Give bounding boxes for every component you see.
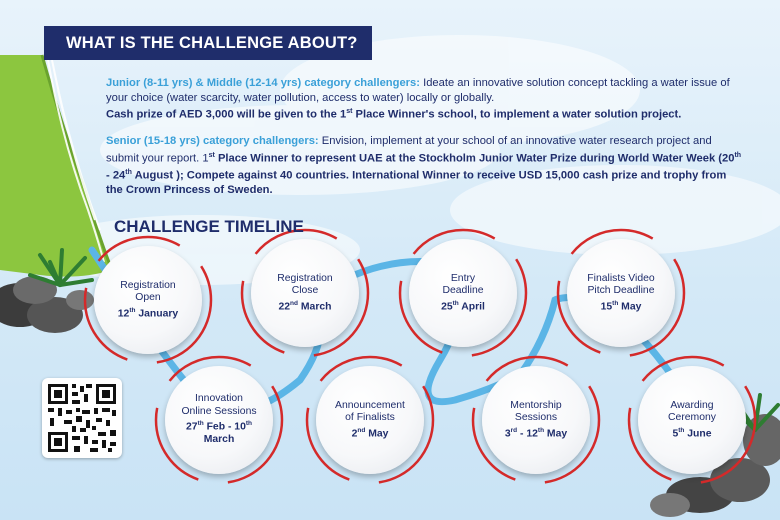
junior-heading: Junior (8-11 yrs) & Middle (12-14 yrs) category challengers:: [106, 77, 420, 89]
date-sup: nd: [357, 426, 366, 434]
date-sup: th: [129, 306, 136, 314]
milestone-label: Ceremony: [668, 412, 716, 424]
milestone-label: Announcement: [335, 399, 405, 411]
milestone-date: [505, 425, 567, 441]
milestone-label: Close: [291, 285, 319, 297]
milestone-label: of Finalists: [345, 412, 395, 424]
junior-paragraph: [106, 76, 746, 105]
date-day: 27: [186, 421, 198, 433]
senior-paragraph: [106, 134, 746, 198]
senior-description: [106, 134, 746, 198]
senior-sup2: th: [734, 151, 742, 159]
junior-prize-a: Cash prize of AED 3,000 will be given to the 1: [106, 108, 347, 121]
qr-code-icon[interactable]: [42, 378, 122, 458]
timeline-title: CHALLENGE TIMELINE: [114, 217, 304, 236]
date-month: March: [203, 434, 235, 446]
junior-text: Ideate an innovative solution concept tackling a water issue of your choice (water scarcity, water pollution, access to water) locally or globally.: [106, 77, 730, 104]
milestone-entry-deadline: [409, 239, 517, 347]
date-day: 3: [504, 427, 511, 439]
date-sup: th: [245, 420, 252, 428]
milestone-date: [186, 418, 252, 434]
milestone-innovation-sessions: [165, 366, 273, 474]
milestone-date: [278, 298, 331, 314]
milestone-label: Deadline: [442, 285, 484, 297]
junior-description: [106, 76, 746, 123]
milestone-label: Registration: [120, 279, 176, 291]
date-day: 25: [441, 300, 453, 312]
milestone-date: [352, 425, 389, 441]
date-day: 2: [351, 427, 358, 439]
milestone-label: Pitch Deadline: [587, 285, 655, 297]
milestone-label: Sessions: [514, 412, 558, 424]
milestone-date: [441, 298, 485, 314]
senior-text-b: Place Winner to represent UAE at the Stockholm Junior Water Prize during World Water Week (20: [214, 152, 735, 165]
milestone-announcement-finalists: [316, 366, 424, 474]
date-range: Feb - 10: [203, 421, 246, 433]
milestone-label: Online Sessions: [181, 405, 257, 417]
date-sup: th: [678, 426, 685, 434]
milestone-awarding-ceremony: [638, 366, 746, 474]
date-month: April: [458, 300, 485, 312]
date-range: - 12: [517, 427, 538, 439]
milestone-label: Finalists Video: [587, 272, 655, 284]
milestone-registration-open: [94, 246, 202, 354]
milestone-date: [118, 305, 178, 321]
date-day: 5: [672, 427, 679, 439]
milestone-label: Entry: [450, 272, 476, 284]
milestone-label: Innovation: [195, 393, 243, 405]
milestone-date: [672, 425, 711, 441]
senior-heading: Senior (15-18 yrs) category challengers:: [106, 135, 319, 147]
qr-code-graphic: [42, 378, 122, 458]
milestone-video-pitch-deadline: [567, 239, 675, 347]
date-day: 22: [278, 300, 291, 312]
milestone-label: Mentorship: [510, 399, 562, 411]
date-sup: th: [612, 299, 619, 307]
date-sup: th: [537, 426, 545, 434]
milestone-label: Awarding: [670, 399, 714, 411]
date-month: March: [298, 300, 332, 312]
date-month: June: [684, 427, 712, 439]
senior-text-a: Envision, implement at your school of an innovative water research project and submit your report. 1: [106, 135, 712, 165]
grass-bank: [0, 55, 112, 277]
senior-sup3: th: [125, 168, 132, 176]
date-day: 15: [600, 300, 613, 312]
date-sup: rd: [510, 426, 518, 434]
date-month: January: [135, 307, 179, 319]
junior-prize: [106, 105, 746, 122]
senior-text-c: - 24: [106, 169, 126, 182]
milestone-date: [601, 298, 642, 314]
rocks-icon: [0, 276, 94, 333]
milestone-mentorship-sessions: [482, 366, 590, 474]
milestone-registration-close: [251, 239, 359, 347]
date-sup: nd: [290, 299, 298, 307]
date-sup: th: [452, 299, 459, 307]
junior-prize-b: Place Winner's school, to implement a water solution project.: [352, 108, 682, 121]
senior-text-d: August ); Compete against 40 countries. International Winner to receive USD 15,000 cash prize and trophy from the Crown Princess of Sweden.: [106, 169, 727, 197]
page-title: WHAT IS THE CHALLENGE ABOUT?: [44, 26, 372, 60]
milestone-label: Registration: [277, 272, 333, 284]
date-day: 12: [117, 307, 130, 319]
date-month: May: [618, 300, 642, 312]
date-month: May: [365, 427, 389, 439]
junior-prize-sup: st: [346, 108, 353, 116]
milestone-label: Open: [135, 292, 161, 304]
date-month: May: [544, 427, 568, 439]
date-sup: th: [197, 420, 204, 428]
senior-sup1: st: [208, 151, 215, 159]
